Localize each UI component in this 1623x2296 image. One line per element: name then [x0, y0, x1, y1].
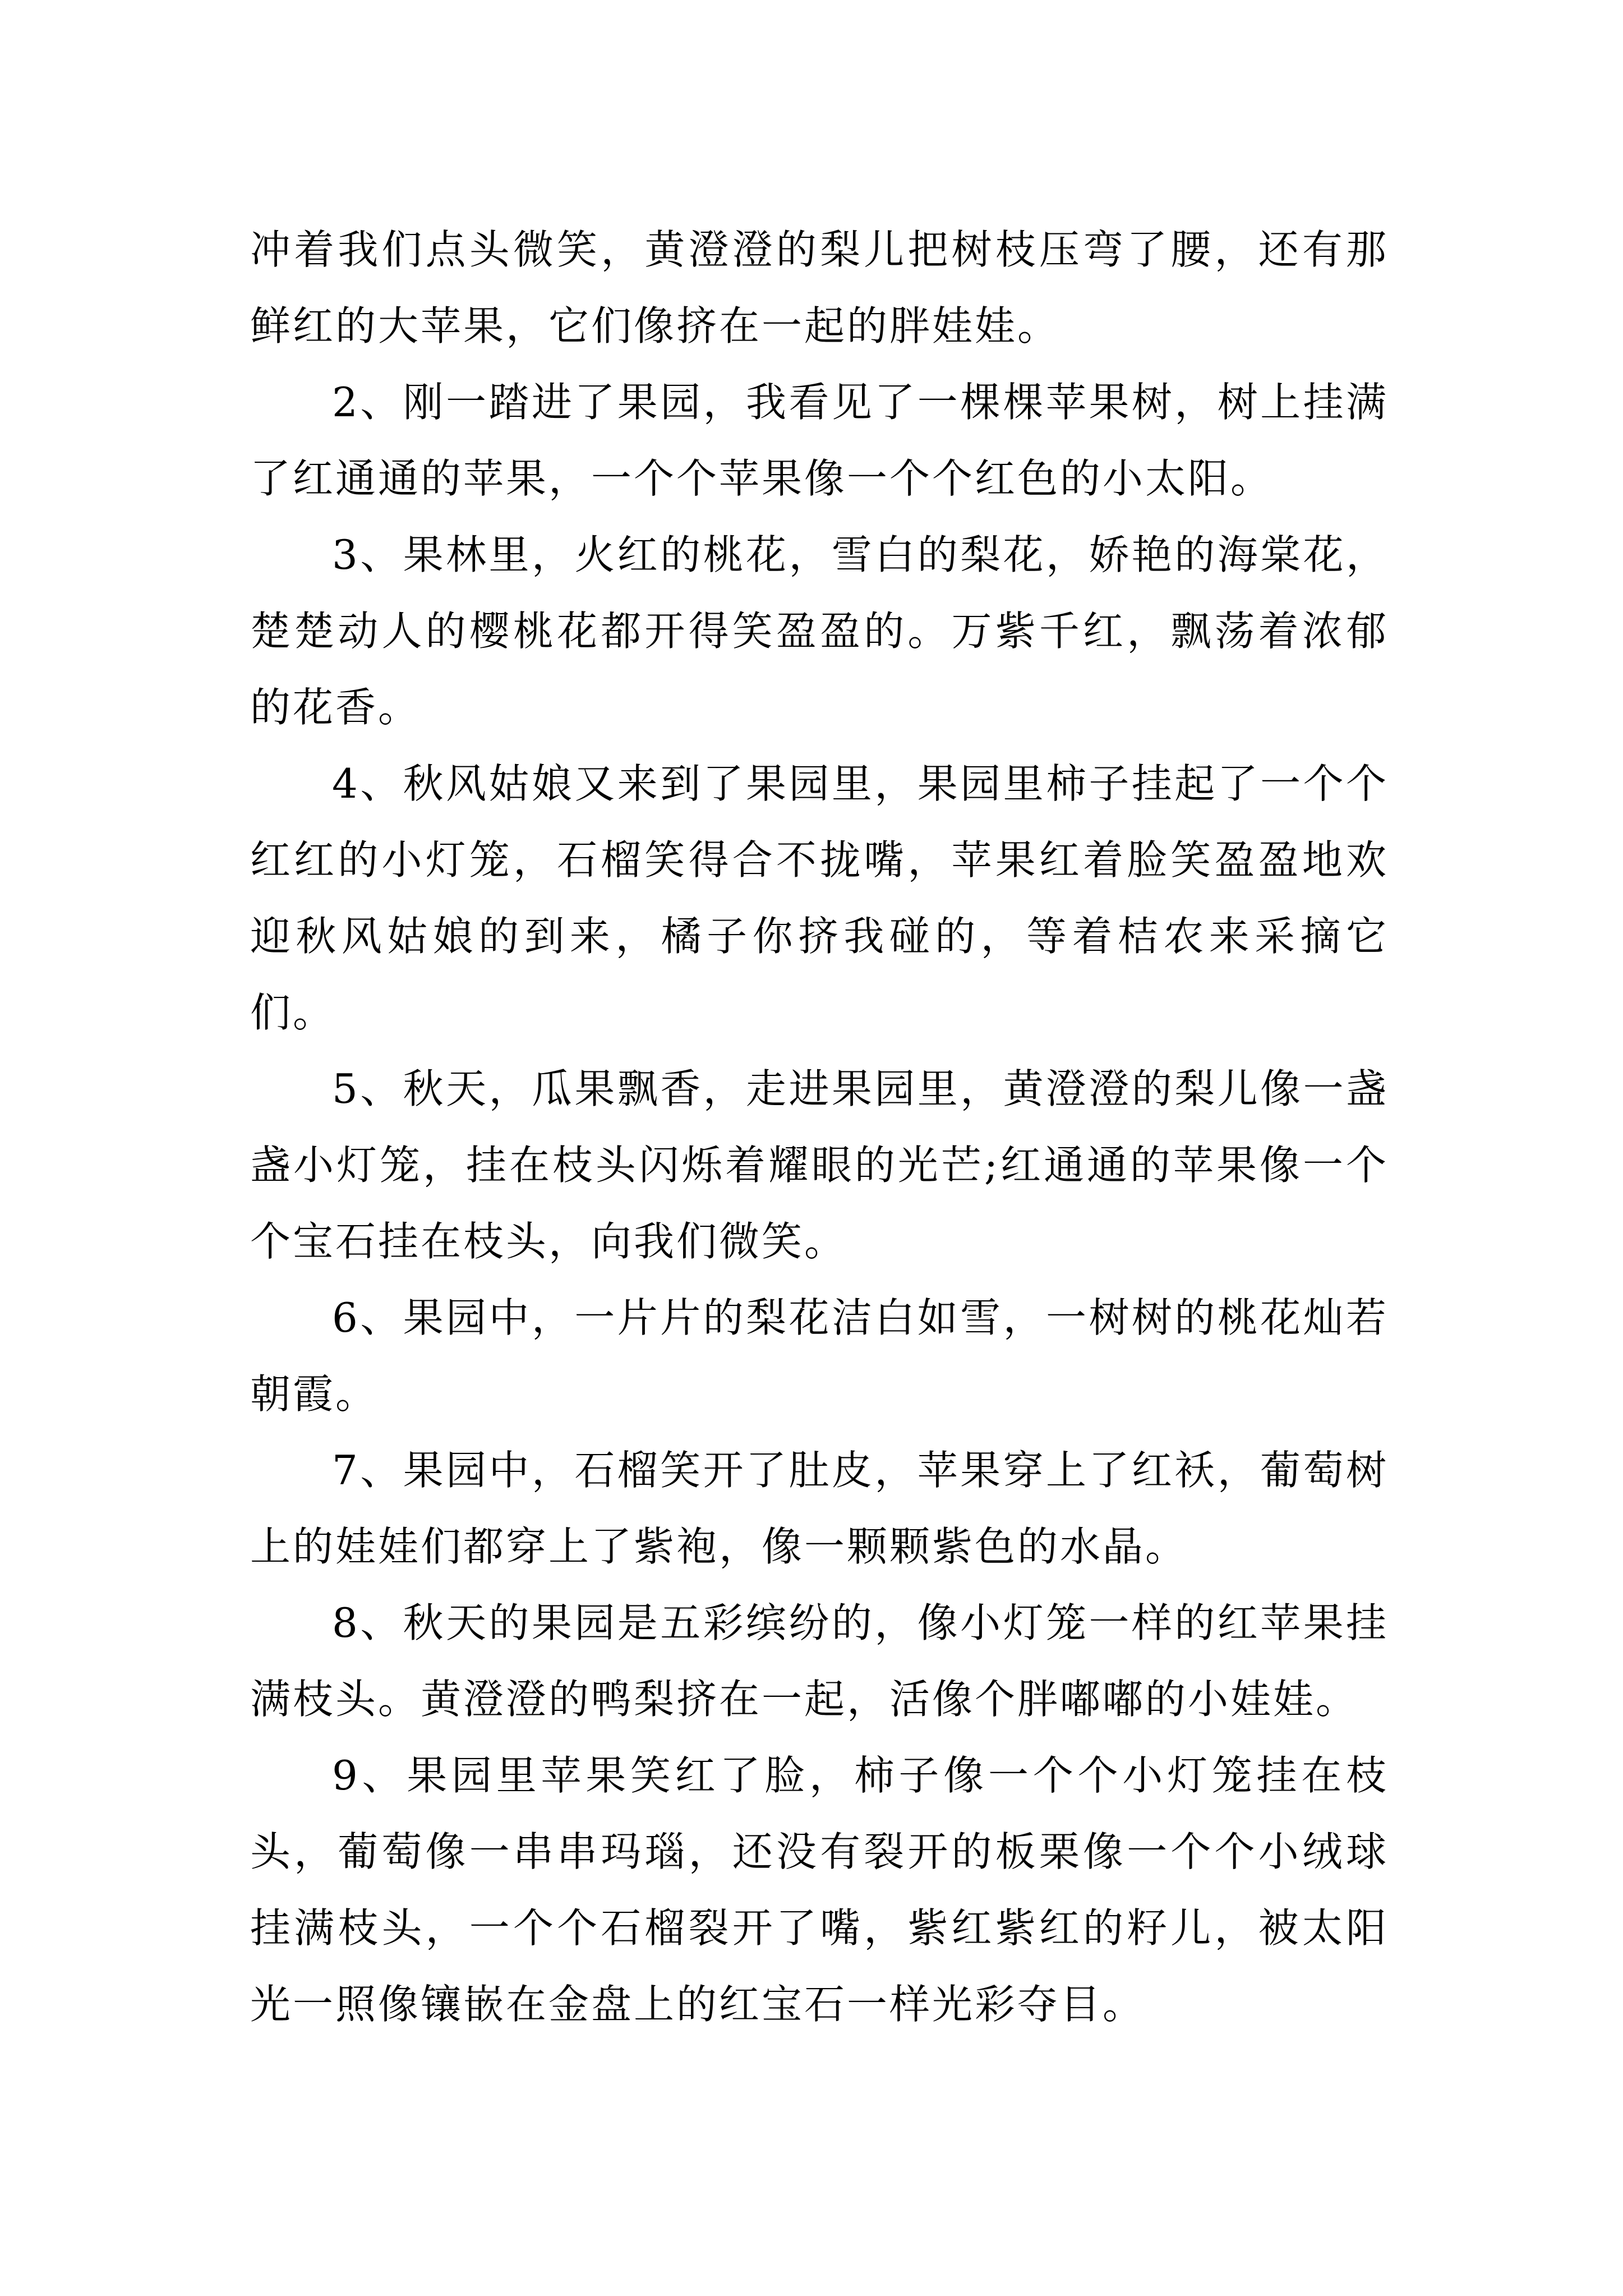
paragraph-9: 9、果园里苹果笑红了脸，柿子像一个个小灯笼挂在枝头，葡萄像一串串玛瑙，还没有裂开的板栗像一个个小绒球挂满枝头，一个个石榴裂开了嘴，紫红紫红的籽儿，被太阳光一照像镶嵌在金盘上的红宝石一样光彩夺目。: [250, 1752, 1389, 2028]
paragraph-5: 5、秋天，瓜果飘香，走进果园里，黄澄澄的梨儿像一盏盏小灯笼，挂在枝头闪烁着耀眼的光芒;红通通的苹果像一个个宝石挂在枝头，向我们微笑。: [250, 1065, 1389, 1265]
paragraph-6: 6、果园中，一片片的梨花洁白如雪，一树树的桃花灿若朝霞。: [250, 1294, 1389, 1418]
body-text: [250, 211, 1389, 2042]
paragraph-4: 4、秋风姑娘又来到了果园里，果园里柿子挂起了一个个红红的小灯笼，石榴笑得合不拢嘴，苹果红着脸笑盈盈地欢迎秋风姑娘的到来，橘子你挤我碰的，等着桔农来采摘它们。: [250, 760, 1389, 1036]
paragraph-continuation: 冲着我们点头微笑，黄澄澄的梨儿把树枝压弯了腰，还有那鲜红的大苹果，它们像挤在一起的胖娃娃。: [250, 226, 1389, 349]
paragraph-8: 8、秋天的果园是五彩缤纷的，像小灯笼一样的红苹果挂满枝头。黄澄澄的鸭梨挤在一起，活像个胖嘟嘟的小娃娃。: [250, 1599, 1389, 1723]
paragraph-3: 3、果林里，火红的桃花，雪白的梨花，娇艳的海棠花，楚楚动人的樱桃花都开得笑盈盈的。万紫千红，飘荡着浓郁的花香。: [250, 531, 1389, 731]
paragraph-7: 7、果园中，石榴笑开了肚皮，苹果穿上了红袄，葡萄树上的娃娃们都穿上了紫袍，像一颗颗紫色的水晶。: [250, 1447, 1389, 1570]
paragraph-2: 2、刚一踏进了果园，我看见了一棵棵苹果树，树上挂满了红通通的苹果，一个个苹果像一个个红色的小太阳。: [250, 379, 1389, 502]
